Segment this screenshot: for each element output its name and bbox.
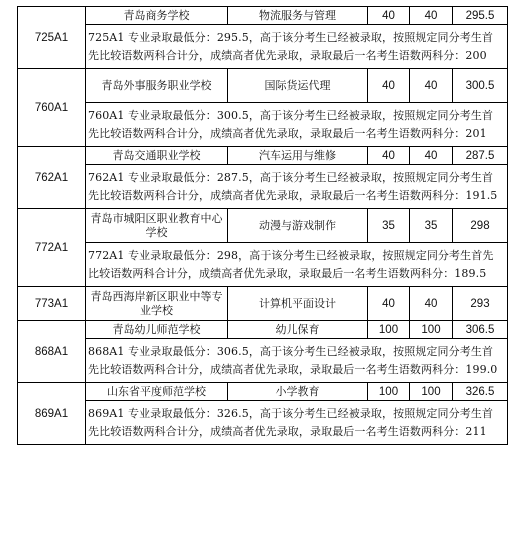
major-name: 计算机平面设计 bbox=[228, 287, 368, 321]
major-code: 762A1 bbox=[18, 147, 86, 209]
major-code: 773A1 bbox=[18, 287, 86, 321]
table-row bbox=[18, 209, 508, 243]
plan-count: 35 bbox=[368, 209, 410, 243]
plan-count: 100 bbox=[368, 321, 410, 339]
table-row-note bbox=[18, 103, 508, 147]
table-row-note bbox=[18, 25, 508, 69]
min-score: 300.5 bbox=[453, 69, 508, 103]
major-code: 868A1 bbox=[18, 321, 86, 383]
school-name: 青岛交通职业学校 bbox=[86, 147, 228, 165]
admitted-count: 40 bbox=[410, 147, 453, 165]
admitted-count: 40 bbox=[410, 287, 453, 321]
table-row bbox=[18, 7, 508, 25]
plan-count: 40 bbox=[368, 147, 410, 165]
admitted-count: 100 bbox=[410, 321, 453, 339]
admission-note: 868A1 专业录取最低分：306.5，高于该分考生已经被录取，按照规定同分考生首先比较语数两科合计分，成绩高者优先录取，录取最后一名考生语数两科分：199.0 bbox=[86, 339, 508, 383]
admitted-count: 100 bbox=[410, 383, 453, 401]
school-name: 青岛外事服务职业学校 bbox=[86, 69, 228, 103]
major-name: 国际货运代理 bbox=[228, 69, 368, 103]
major-name: 汽车运用与维修 bbox=[228, 147, 368, 165]
major-name: 物流服务与管理 bbox=[228, 7, 368, 25]
table-row bbox=[18, 383, 508, 401]
table-row-note bbox=[18, 401, 508, 445]
table-row bbox=[18, 321, 508, 339]
min-score: 287.5 bbox=[453, 147, 508, 165]
plan-count: 40 bbox=[368, 7, 410, 25]
plan-count: 40 bbox=[368, 287, 410, 321]
plan-count: 40 bbox=[368, 69, 410, 103]
min-score: 306.5 bbox=[453, 321, 508, 339]
admission-note: 760A1 专业录取最低分：300.5，高于该分考生已经被录取，按照规定同分考生首先比较语数两科合计分，成绩高者优先录取，录取最后一名考生语数两科分：201 bbox=[86, 103, 508, 147]
min-score: 326.5 bbox=[453, 383, 508, 401]
major-name: 幼儿保育 bbox=[228, 321, 368, 339]
admission-note: 772A1 专业录取最低分：298，高于该分考生已经被录取，按照规定同分考生首先比较语数两科合计分，成绩高者优先录取，录取最后一名考生语数两科分：189.5 bbox=[86, 243, 508, 287]
admitted-count: 40 bbox=[410, 69, 453, 103]
major-code: 725A1 bbox=[18, 7, 86, 69]
admission-note: 762A1 专业录取最低分：287.5，高于该分考生已经被录取，按照规定同分考生首先比较语数两科合计分，成绩高者优先录取，录取最后一名考生语数两科分：191.5 bbox=[86, 165, 508, 209]
major-code: 869A1 bbox=[18, 383, 86, 445]
school-name: 青岛商务学校 bbox=[86, 7, 228, 25]
table-row bbox=[18, 69, 508, 103]
major-name: 动漫与游戏制作 bbox=[228, 209, 368, 243]
school-name: 青岛西海岸新区职业中等专业学校 bbox=[86, 287, 228, 321]
table-row-note bbox=[18, 339, 508, 383]
plan-count: 100 bbox=[368, 383, 410, 401]
admission-note: 869A1 专业录取最低分：326.5，高于该分考生已经被录取，按照规定同分考生首先比较语数两科合计分，成绩高者优先录取，录取最后一名考生语数两科分：211 bbox=[86, 401, 508, 445]
school-name: 青岛幼儿师范学校 bbox=[86, 321, 228, 339]
school-name: 山东省平度师范学校 bbox=[86, 383, 228, 401]
admission-table-container bbox=[17, 6, 507, 445]
admission-note: 725A1 专业录取最低分：295.5，高于该分考生已经被录取，按照规定同分考生首先比较语数两科合计分，成绩高者优先录取，录取最后一名考生语数两科分：200 bbox=[86, 25, 508, 69]
major-name: 小学教育 bbox=[228, 383, 368, 401]
major-code: 760A1 bbox=[18, 69, 86, 147]
min-score: 298 bbox=[453, 209, 508, 243]
table-row bbox=[18, 147, 508, 165]
admitted-count: 35 bbox=[410, 209, 453, 243]
table-row-note bbox=[18, 165, 508, 209]
table-row-note bbox=[18, 243, 508, 287]
school-name: 青岛市城阳区职业教育中心学校 bbox=[86, 209, 228, 243]
table-row bbox=[18, 287, 508, 321]
admitted-count: 40 bbox=[410, 7, 453, 25]
admission-table bbox=[17, 6, 508, 445]
min-score: 293 bbox=[453, 287, 508, 321]
major-code: 772A1 bbox=[18, 209, 86, 287]
min-score: 295.5 bbox=[453, 7, 508, 25]
